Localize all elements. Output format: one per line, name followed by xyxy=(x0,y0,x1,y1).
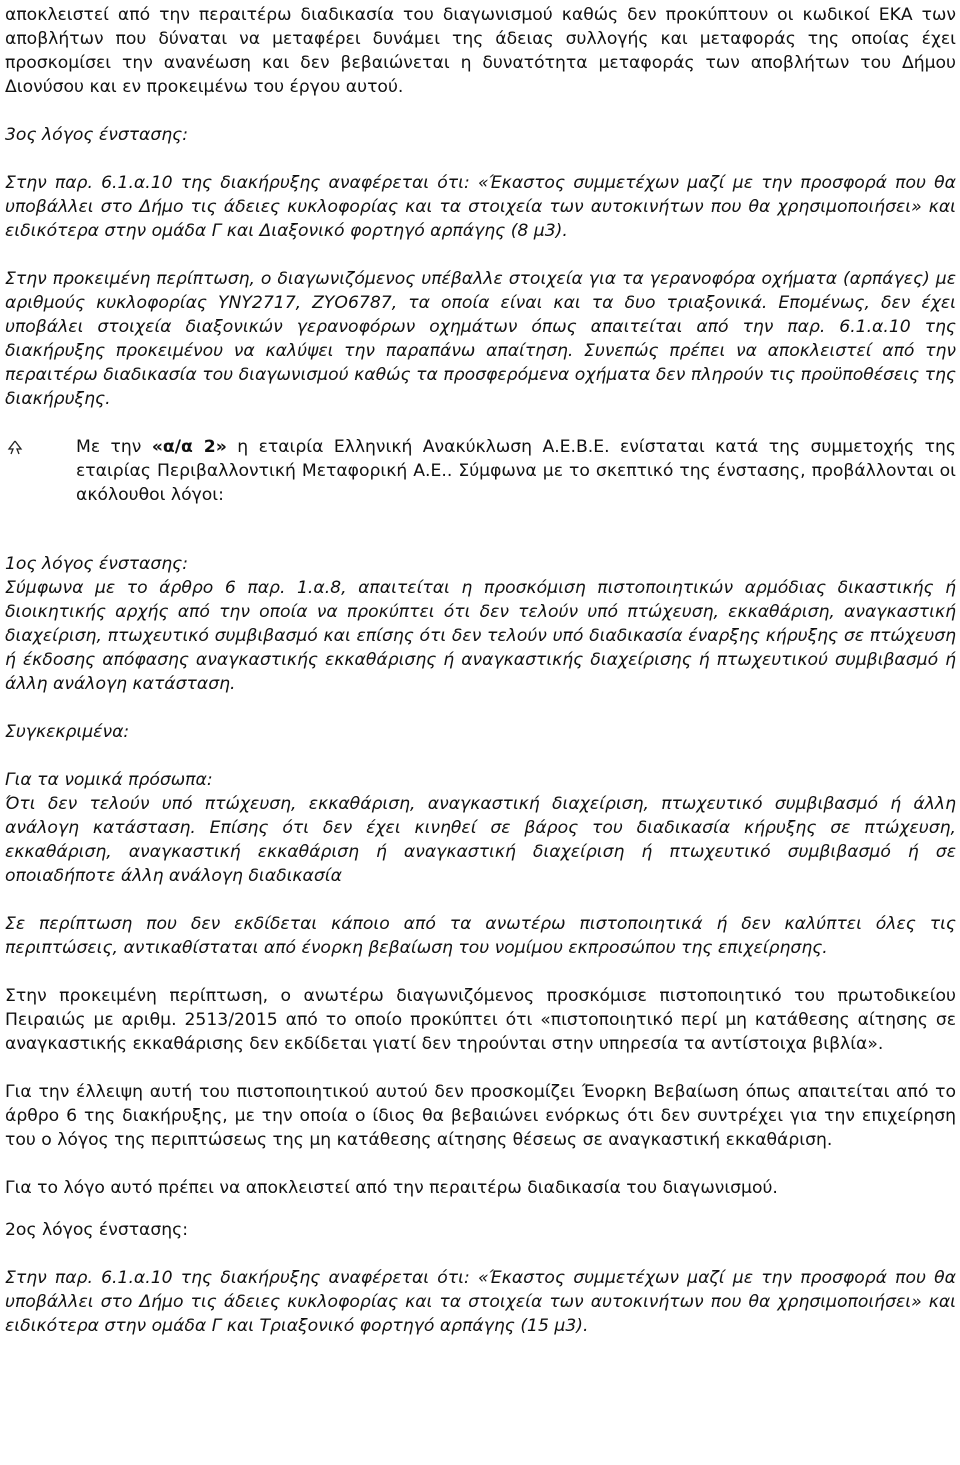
paragraph-exclusion: Για το λόγο αυτό πρέπει να αποκλειστεί από την περαιτέρω διαδικασία του διαγωνισμού. xyxy=(5,1178,778,1198)
paragraph-continuation: αποκλειστεί από την περαιτέρω διαδικασία του διαγωνισμού καθώς δεν προκύπτουν οι κωδικοί ΕΚΑ των αποβλήτων που δύναται να μεταφέρει δυνάμει της άδειας συλλογής και μεταφοράς της οποίας έχει προσκομίσει την ανανέωση και δεν βεβαιώνεται η δυνατότητα μεταφοράς των αποβλήτων του Δήμου Διονύσου και εν προκειμένω του έργου αυτού. xyxy=(5,5,956,97)
paragraph-missing-affidavit: Για την έλλειψη αυτή του πιστοποιητικού αυτού δεν προσκομίζει Ένορκη Βεβαίωση όπως απαιτείται από το άρθρο 6 της διακήρυξης, με την οποία ο ίδιος θα βεβαιώνει ενόρκως ότι δεν συντρέχει για την επιχείρηση του ο λόγος της περιπτώσεως της μη κατάθεσης αίτησης θέσεως σε αναγκαστική εκκαθάριση. xyxy=(5,1082,956,1150)
heading-objection-2: 2ος λόγος ένστασης: xyxy=(5,1220,189,1240)
quote-legal-persons: Ότι δεν τελούν υπό πτώχευση, εκκαθάριση, αναγκαστική διαχείριση, πτωχευτικό συμβιβασμό ή άλλη ανάλογη κατάσταση. Επίσης ότι δεν έχει κινηθεί σε βάρος του διαδικασία κήρυξης σε πτώχευση, εκκαθάριση, αναγκαστική εκκαθάριση ή αναγκαστική διαχείριση ή πτωχευτικό συμβιβασμό ή σε οποιαδήποτε άλλη ανάλογη διαδικασία xyxy=(5,794,956,886)
bullet-item xyxy=(5,435,956,507)
heading-specifically: Συγκεκριμένα: xyxy=(5,722,130,742)
quote-affidavit: Σε περίπτωση που δεν εκδίδεται κάποιο από τα ανωτέρω πιστοποιητικά ή δεν καλύπτει όλες τις περιπτώσεις, αντικαθίσταται από ένορκη βεβαίωση του νομίμου εκπροσώπου της επιχείρησης. xyxy=(5,914,956,958)
heading-objection-3: 3ος λόγος ένστασης: xyxy=(5,125,189,145)
quote-paragraph-6-1-a-10: Στην παρ. 6.1.α.10 της διακήρυξης αναφέρεται ότι: «Έκαστος συμμετέχων μαζί με την προσφορά που θα υποβάλλει στο Δήμο τις άδειες κυκλοφορίας και τα στοιχεία των αυτοκινήτων που θα χρησιμοποιήσει» και ειδικότερα στην ομάδα Γ και Διαξονικό φορτηγό αρπάγης (8 μ3). xyxy=(5,173,956,241)
document-page xyxy=(5,3,956,1338)
heading-objection-1: 1ος λόγος ένστασης: xyxy=(5,554,189,574)
heading-legal-persons: Για τα νομικά πρόσωπα: xyxy=(5,770,213,790)
bullet-text: Με την «α/α 2» η εταιρία Ελληνική Ανακύκλωση Α.Ε.Β.Ε. ενίσταται κατά της συμμετοχής της εταιρίας Περιβαλλοντική Μεταφορική Α.Ε.. Σύμφωνα με το σκεπτικό της ένστασης, προβάλλονται οι ακόλουθοι λόγοι: xyxy=(76,437,957,505)
paragraph-certificate: Στην προκειμένη περίπτωση, ο ανωτέρω διαγωνιζόμενος προσκόμισε πιστοποιητικό του πρωτοδικείου Πειραιώς με αριθμ. 2513/2015 από το οποίο προκύπτει ότι «πιστοποιητικό περί μη κατάθεσης αίτησης σε αναγκαστικής εκκαθάρισης δεν εκδίδεται γιατί δεν τηρούνται στην υπηρεσία τα αντίστοιχα βιβλία». xyxy=(5,986,956,1054)
paragraph-vehicles: Στην προκειμένη περίπτωση, ο διαγωνιζόμενος υπέβαλλε στοιχεία για τα γερανοφόρα οχήματα (αρπάγες) με αριθμούς κυκλοφορίας ΥΝΥ2717, ΖΥΟ6787, τα οποία είναι και τα δυο τριαξονικά. Επομένως, δεν έχει υποβάλει στοιχεία διαξονικών γερανοφόρων οχημάτων όπως απαιτείται από την παρ. 6.1.α.10 της διακήρυξης προκειμένου να καλύψει την παραπάνω απαίτηση. Συνεπώς πρέπει να αποκλειστεί από την περαιτέρω διαδικασία του διαγωνισμού καθώς τα προσφερόμενα οχήματα δεν πληρούν τις προϋποθέσεις της διακήρυξης. xyxy=(5,269,956,409)
hand-pointer-icon xyxy=(7,435,23,459)
bullet-bold-ref: «α/α 2» xyxy=(151,437,227,457)
quote-article-6: Σύμφωνα με το άρθρο 6 παρ. 1.α.8, απαιτείται η προσκόμιση πιστοποιητικών αρμόδιας δικαστικής ή διοικητικής αρχής από την οποία να προκύπτει ότι δεν τελούν υπό πτώχευση, εκκαθάριση, αναγκαστική διαχείριση, πτωχευτικό συμβιβασμό και επίσης ότι δεν τελούν υπό διαδικασία έναρξης κήρυξης σε πτώχευση ή έκδοσης απόφασης αναγκαστικής εκκαθάρισης ή αναγκαστικής διαχείρισης ή πτωχευτικού συμβιβασμό ή άλλη ανάλογη κατάσταση. xyxy=(5,578,956,694)
quote-paragraph-6-1-a-10-second: Στην παρ. 6.1.α.10 της διακήρυξης αναφέρεται ότι: «Έκαστος συμμετέχων μαζί με την προσφορά που θα υποβάλλει στο Δήμο τις άδειες κυκλοφορίας και τα στοιχεία των αυτοκινήτων που θα χρησιμοποιήσει» και ειδικότερα στην ομάδα Γ και Τριαξονικό φορτηγό αρπάγης (15 μ3). xyxy=(5,1268,956,1336)
